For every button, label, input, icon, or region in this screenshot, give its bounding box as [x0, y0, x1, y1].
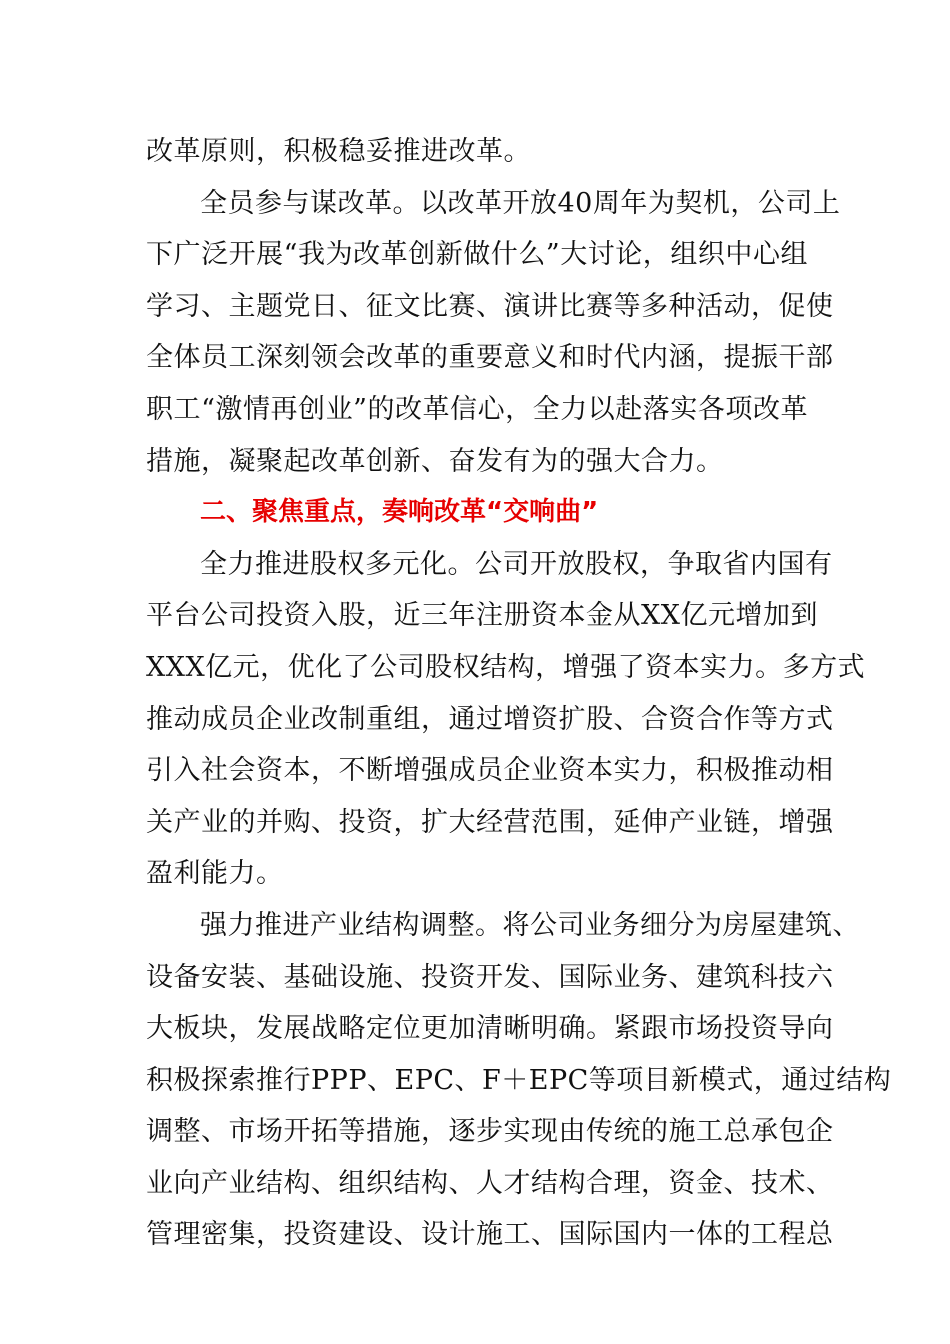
paragraph-line: 引入社会资本，不断增强成员企业资本实力，积极推动相 — [146, 755, 834, 787]
paragraph-line: 改革原则，积极稳妥推进改革。 — [146, 136, 531, 167]
paragraph-line: 全力推进股权多元化。公司开放股权，争取省内国有 — [200, 548, 833, 580]
paragraph-line: 管理密集，投资建设、设计施工、国际国内一体的工程总 — [146, 1219, 834, 1251]
paragraph-line: 盈利能力。 — [146, 858, 284, 890]
paragraph-line: 强力推进产业结构调整。将公司业务细分为房屋建筑、 — [200, 909, 860, 941]
paragraph-line: 调整、市场开拓等措施，逐步实现由传统的施工总承包企 — [146, 1116, 834, 1148]
paragraph-line: 全员参与谋改革。以改革开放40周年为契机，公司上 — [200, 187, 841, 219]
paragraph-line: 业向产业结构、组织结构、人才结构合理，资金、技术、 — [146, 1167, 834, 1199]
paragraph-line: 积极探索推行PPP、EPC、F＋EPC等项目新模式，通过结构 — [146, 1064, 892, 1096]
paragraph-line: XXX亿元，优化了公司股权结构，增强了资本实力。多方式 — [146, 651, 866, 683]
paragraph-line: 大板块，发展战略定位更加清晰明确。紧跟市场投资导向 — [146, 1013, 834, 1045]
document-body — [146, 126, 892, 1261]
paragraph-line: 设备安装、基础设施、投资开发、国际业务、建筑科技六 — [146, 961, 834, 993]
paragraph-line: 职工“激情再创业”的改革信心，全力以赴落实各项改革 — [146, 393, 808, 425]
paragraph-line: 推动成员企业改制重组，通过增资扩股、合资合作等方式 — [146, 703, 834, 735]
paragraph-line: 全体员工深刻领会改革的重要意义和时代内涵，提振干部 — [146, 342, 834, 374]
paragraph-line: 下广泛开展“我为改革创新做什么”大讨论，组织中心组 — [146, 239, 808, 271]
paragraph-line: 平台公司投资入股，近三年注册资本金从XX亿元增加到 — [146, 600, 818, 632]
paragraph-line: 措施，凝聚起改革创新、奋发有为的强大合力。 — [146, 445, 724, 477]
paragraph-line: 学习、主题党日、征文比赛、演讲比赛等多种活动，促使 — [146, 290, 834, 322]
section-heading: 二、聚焦重点，奏响改革“交响曲” — [200, 497, 599, 528]
paragraph-line: 关产业的并购、投资，扩大经营范围，延伸产业链，增强 — [146, 806, 834, 838]
